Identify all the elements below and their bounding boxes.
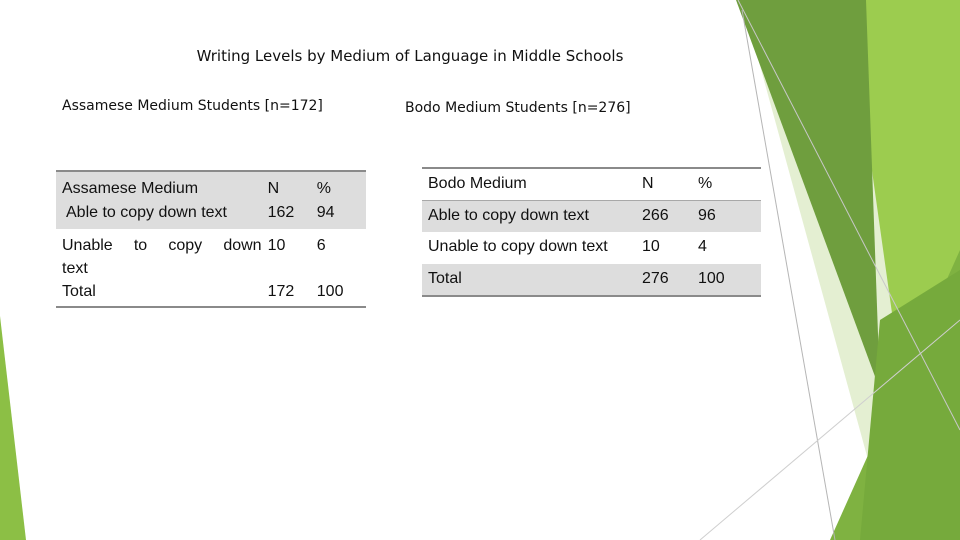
bodo-total-label: Total	[422, 264, 642, 296]
bodo-table	[422, 167, 761, 297]
bodo-total-row	[422, 264, 761, 296]
bodo-row-copy	[422, 200, 761, 232]
bodo-col-n: N	[642, 175, 654, 192]
assamese-row-unable-n: 10	[267, 237, 286, 254]
assamese-body-row	[56, 229, 366, 307]
bodo-row-label: Unable to copy down text	[428, 238, 608, 255]
bodo-row-n: 266	[642, 200, 698, 232]
assamese-row-copy-pct: 94	[316, 204, 335, 221]
assamese-total-label: Total	[62, 283, 96, 300]
assamese-row-copy-label: Able to copy down text	[66, 204, 227, 221]
bodo-row-unable	[422, 232, 761, 264]
assamese-header-row	[56, 171, 366, 229]
bodo-total-n: 276	[642, 264, 698, 296]
slide-title: Writing Levels by Medium of Language in Middle Schools	[196, 47, 624, 65]
assamese-row-copy-n: 162	[267, 204, 295, 221]
bodo-row-label: Able to copy down text	[422, 200, 642, 232]
assamese-total-pct: 100	[316, 283, 344, 300]
bodo-header-label: Bodo Medium	[428, 175, 527, 192]
assamese-total-n: 172	[267, 283, 295, 300]
assamese-row-unable-pct: 6	[316, 237, 326, 254]
bodo-total-pct: 100	[698, 264, 761, 296]
assamese-heading: Assamese Medium Students [n=172]	[62, 98, 323, 114]
decor-left-sliver	[0, 316, 26, 540]
bodo-row-pct: 4	[698, 238, 707, 255]
assamese-row-unable-label-line1: Unable to copy down	[62, 237, 262, 254]
bodo-col-pct: %	[698, 175, 713, 192]
bodo-header-row	[422, 168, 761, 200]
assamese-header-label: Assamese Medium	[62, 180, 199, 197]
bodo-row-n: 10	[642, 238, 660, 255]
bodo-row-pct: 96	[698, 200, 761, 232]
assamese-table	[56, 170, 366, 308]
bodo-heading: Bodo Medium Students [n=276]	[405, 100, 631, 116]
assamese-row-unable-label-line2: text	[62, 260, 88, 277]
assamese-col-pct: %	[316, 180, 332, 197]
assamese-col-n: N	[267, 180, 280, 197]
